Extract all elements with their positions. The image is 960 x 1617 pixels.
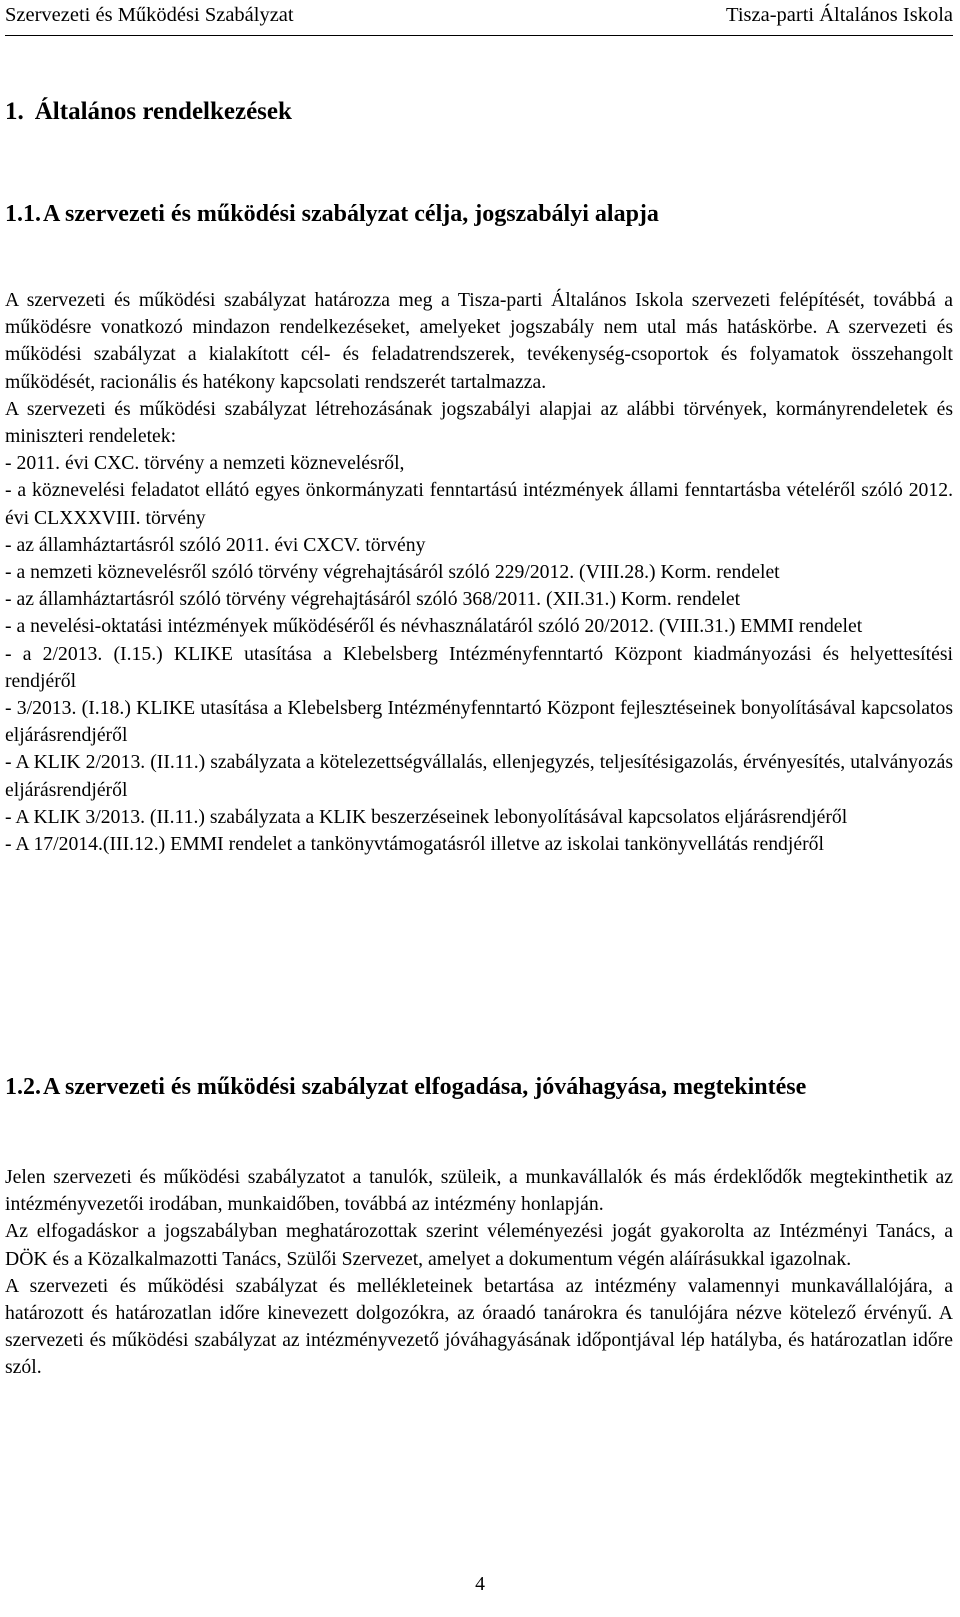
- list-item: - az államháztartásról szóló 2011. évi CXCV. törvény: [5, 533, 426, 556]
- section-1-1-number: 1.1.: [5, 201, 41, 227]
- section-1-2-title: A szervezeti és működési szabályzat elfogadása, jóváhagyása, megtekintése: [43, 1074, 807, 1100]
- paragraph: A szervezeti és működési szabályzat és mellékleteinek betartása az intézmény valamennyi munkavállalójára, a határozott és határozatlan időre kinevezett dolgozókra, az óraadó tanárokra és tanulójára nézve kötelező érvényű. A szervezeti és működési szabályzat az intézményvezető jóváhagyásának időpontjával lép hatályba, és határozatlan időre szól.: [5, 1274, 953, 1379]
- section-1-heading: [5, 98, 292, 126]
- list-item: - a 2/2013. (I.15.) KLIKE utasítása a Klebelsberg Intézményfenntartó Központ kiadmányozási és helyettesítési rendjéről: [5, 642, 953, 692]
- paragraph: Jelen szervezeti és működési szabályzatot a tanulók, szüleik, a munkavállalók és más érdeklődők megtekinthetik az intézményvezetői irodában, munkaidőben, továbbá az intézmény honlapján.: [5, 1166, 953, 1216]
- page-number: 4: [475, 1573, 485, 1595]
- list-item: - A 17/2014.(III.12.) EMMI rendelet a tankönyvtámogatásról illetve az iskolai tankönyvellátás rendjéről: [5, 833, 824, 856]
- list-item: - a nemzeti köznevelésről szóló törvény végrehajtásáról szóló 229/2012. (VIII.28.) Korm. rendelet: [5, 561, 780, 584]
- section-1-2-heading: [5, 1074, 806, 1101]
- list-item: - 3/2013. (I.18.) KLIKE utasítása a Klebelsberg Intézményfenntartó Központ fejlesztéseinek bonyolításával kapcsolatos eljárásrendjéről: [5, 697, 953, 747]
- section-1-1-heading: [5, 201, 659, 228]
- page-header: [5, 4, 953, 34]
- section-1-1-body: [5, 287, 953, 858]
- section-1-number: 1.: [5, 98, 24, 125]
- section-1-1-title: A szervezeti és működési szabályzat célja, jogszabályi alapja: [43, 201, 659, 227]
- list-item: - az államháztartásról szóló törvény végrehajtásáról szóló 368/2011. (XII.31.) Korm. rendelet: [5, 588, 741, 611]
- paragraph: Az elfogadáskor a jogszabályban meghatározottak szerint véleményezési jogát gyakorolta az Intézményi Tanács, a DÖK és a Közalkalmazotti Tanács, Szülői Szervezet, amelyet a dokumentum végén aláírásukkal igazolnak.: [5, 1220, 953, 1270]
- list-item: - a köznevelési feladatot ellátó egyes önkormányzati fenntartású intézmények állami fenntartásba vételéről szóló 2012. évi CLXXXVIII. törvény: [5, 479, 953, 529]
- header-divider: [5, 35, 953, 36]
- header-document-title: Szervezeti és Működési Szabályzat: [5, 4, 294, 26]
- section-1-2-number: 1.2.: [5, 1074, 41, 1100]
- section-1-2-body: [5, 1164, 953, 1382]
- list-item: - a nevelési-oktatási intézmények működéséről és névhasználatáról szóló 20/2012. (VIII.31.) EMMI rendelet: [5, 615, 863, 638]
- list-item: - 2011. évi CXC. törvény a nemzeti köznevelésről,: [5, 452, 405, 475]
- header-school-name: Tisza-parti Általános Iskola: [726, 4, 953, 26]
- paragraph: A szervezeti és működési szabályzat határozza meg a Tisza-parti Általános Iskola szervezeti felépítését, továbbá a működésre vonatkozó mindazon rendelkezéseket, amelyeket jogszabály nem utal más hatáskörbe. A szervezeti és működési szabályzat a kialakított cél- és feladatrendszerek, tevékenység-csoportok és folyamatok összehangolt működését, racionális és hatékony kapcsolati rendszerét tartalmazza.: [5, 289, 953, 393]
- list-item: - A KLIK 2/2013. (II.11.) szabályzata a kötelezettségvállalás, ellenjegyzés, teljesítésigazolás, érvényesítés, utalványozás eljárásrendjéről: [5, 751, 953, 801]
- paragraph: A szervezeti és működési szabályzat létrehozásának jogszabályi alapjai az alábbi törvények, kormányrendeletek és miniszteri rendeletek:: [5, 397, 953, 448]
- list-item: - A KLIK 3/2013. (II.11.) szabályzata a KLIK beszerzéseinek lebonyolításával kapcsolatos eljárásrendjéről: [5, 805, 848, 828]
- section-1-title: Általános rendelkezések: [34, 98, 292, 125]
